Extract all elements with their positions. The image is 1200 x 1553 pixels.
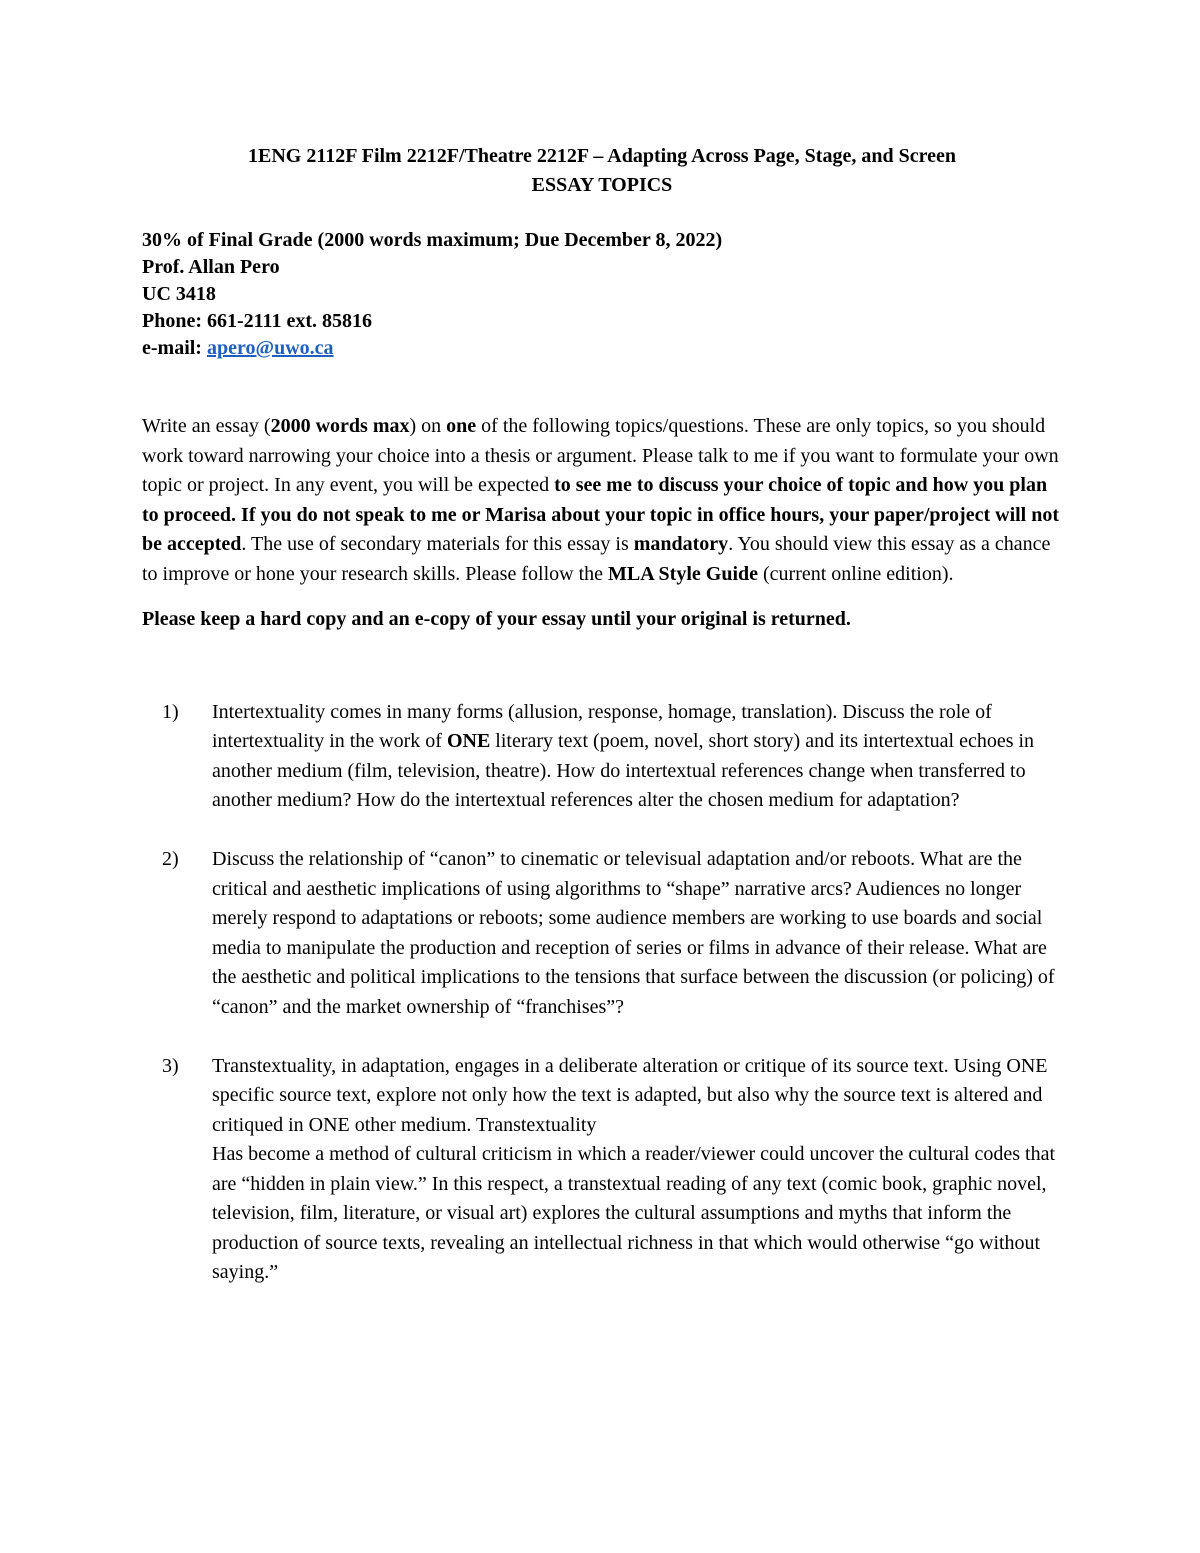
- professor-name: Prof. Allan Pero: [142, 256, 280, 278]
- keep-copy-notice: Please keep a hard copy and an e-copy of your essay until your original is returned.: [142, 608, 851, 630]
- topic-text: literary text (poem, novel, short story) and its intertextual echoes in another medium (film, television, theatre). How do intertextual references change when transferred to another medium? How do the intertextual references alter the chosen medium for adaptation?: [212, 730, 1035, 811]
- email-link[interactable]: apero@uwo.ca: [206, 337, 334, 359]
- assignment-info: [142, 227, 1062, 362]
- office-location: UC 3418: [142, 283, 216, 305]
- intro-paragraph: [142, 412, 1062, 589]
- intro-bold: to see me to discuss your choice of topic and how you plan to proceed. If you do not speak to me or Marisa about your topic in office hours, your paper/project will not be accepted: [142, 474, 1060, 555]
- topic-number: 1): [162, 700, 179, 723]
- course-title: 1ENG 2112F Film 2212F/Theatre 2212F – Adapting Across Page, Stage, and Screen: [248, 145, 956, 167]
- phone-number: Phone: 661-2111 ext. 85816: [142, 310, 372, 332]
- intro-text: ) on: [409, 415, 447, 437]
- document-content: [142, 142, 1062, 1317]
- intro-bold: mandatory: [633, 533, 729, 555]
- topic-item-3: [142, 1052, 1062, 1288]
- topic-text: Discuss the relationship of “canon” to cinematic or televisual adaptation and/or reboots. What are the critical and aesthetic implications of using algorithms to “shape” narrative arcs? Audiences no longer merely respond to adaptations or reboots; some audience members are working to use boards and social media to manipulate the production and reception of series or films in advance of their release. What are the aesthetic and political implications to the tensions that surface between the discussion (or policing) of “canon” and the market ownership of “franchises”?: [212, 848, 1055, 1018]
- topic-item-1: [142, 698, 1062, 816]
- intro-text: . You should view this essay as a chance to improve or hone your research skills. Please follow the: [142, 533, 1051, 585]
- topic-text: Transtextuality, in adaptation, engages in a deliberate alteration or critique of its source text. Using ONE specific source text, explore not only how the text is adapted, but also why the source text is altered and critiqued in ONE other medium. Transtextuality: [212, 1054, 1048, 1136]
- topic-text: Has become a method of cultural criticism in which a reader/viewer could uncover the cultural codes that are “hidden in plain view.” In this respect, a transtextual reading of any text (comic book, graphic novel, television, film, literature, or visual art) explores the cultural assumptions and myths that inform the production of source texts, revealing an intellectual richness in that which would otherwise “go without saying.”: [212, 1143, 1056, 1283]
- topic-list: [142, 698, 1062, 1288]
- grade-line: 30% of Final Grade (2000 words maximum; Due December 8, 2022): [142, 229, 723, 251]
- topic-number: 2): [162, 848, 179, 870]
- intro-text: of the following topics/questions. These are only topics, so you should work toward narrowing your choice into a thesis or argument. Please talk to me if you want to formulate your own topic or project. In any event, you will be expected: [142, 415, 1059, 496]
- intro-text: Write an essay (: [142, 415, 271, 437]
- topic-number: 3): [162, 1054, 179, 1077]
- topic-bold: ONE: [446, 730, 491, 752]
- intro-bold: 2000 words max: [270, 415, 410, 437]
- email-line: [142, 335, 1062, 362]
- intro-bold: MLA Style Guide: [608, 562, 759, 585]
- intro-text: . The use of secondary materials for this essay is: [241, 533, 634, 555]
- topic-text: Intertextuality comes in many forms (allusion, response, homage, translation). Discuss the role of intertextuality in the work of: [212, 700, 992, 752]
- intro-text: (current online edition).: [758, 562, 954, 585]
- email-label: e-mail:: [142, 337, 207, 359]
- essay-topics-heading: ESSAY TOPICS: [531, 174, 673, 196]
- intro-bold: one: [446, 415, 477, 437]
- topic-item-2: [142, 845, 1062, 1022]
